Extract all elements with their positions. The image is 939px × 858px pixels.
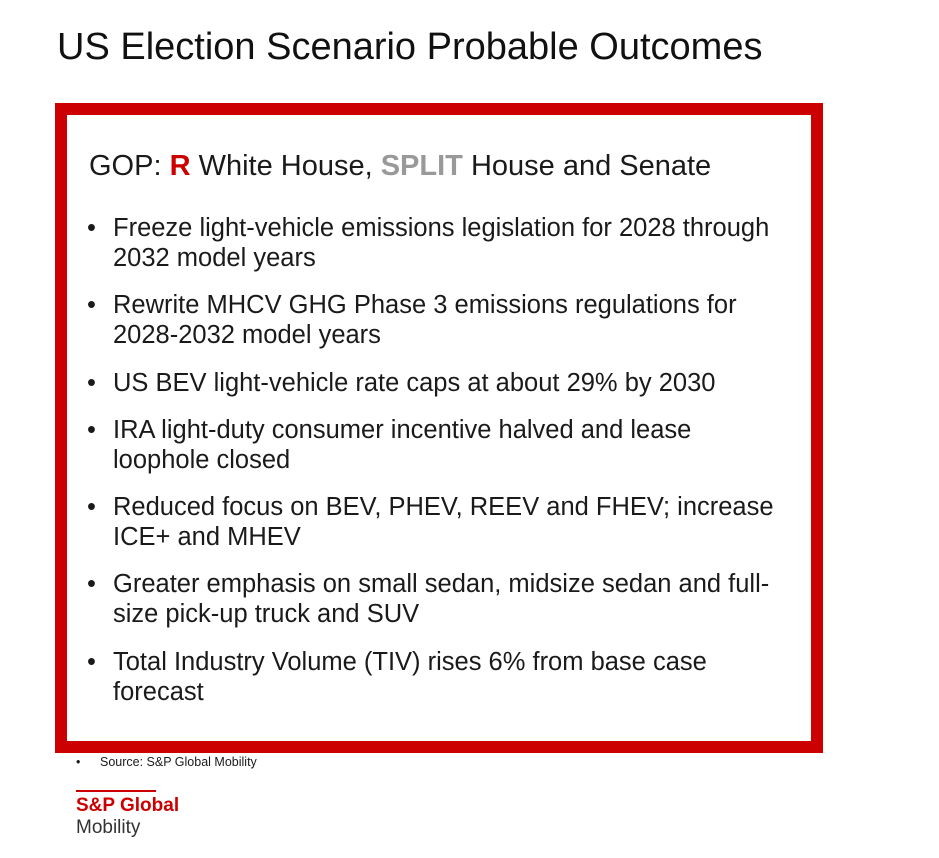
list-item-text: IRA light-duty consumer incentive halved and lease loophole closed	[113, 415, 692, 474]
list-item-text: Greater emphasis on small sedan, midsize sedan and full-size pick-up truck and SUV	[113, 570, 770, 629]
list-item	[87, 415, 787, 475]
bullet-marker: •	[87, 493, 96, 522]
list-item	[87, 290, 787, 350]
bullet-marker: •	[87, 368, 96, 397]
bullet-marker: •	[87, 647, 96, 676]
bullet-marker: •	[87, 291, 96, 320]
source-note	[76, 754, 257, 770]
bullet-marker: •	[76, 755, 81, 769]
heading-r: R	[169, 150, 191, 182]
list-item-text: Reduced focus on BEV, PHEV, REEV and FHEV; increase ICE+ and MHEV	[113, 493, 774, 552]
bullet-marker: •	[87, 214, 96, 242]
logo-rule	[76, 790, 156, 792]
logo-division: Mobility	[76, 817, 141, 838]
scenario-heading	[89, 148, 711, 184]
source-text: Source: S&P Global Mobility	[100, 755, 257, 769]
list-item-text: US BEV light-vehicle rate caps at about 29% by 2030	[113, 368, 716, 397]
heading-suffix: House and Senate	[462, 150, 712, 182]
logo-brand: S&P Global	[76, 795, 180, 816]
list-item-text: Total Industry Volume (TIV) rises 6% from base case forecast	[113, 647, 707, 706]
list-item	[87, 569, 787, 629]
list-item	[87, 368, 787, 398]
bullet-marker: •	[87, 415, 96, 444]
bullet-marker: •	[87, 570, 96, 599]
heading-prefix: GOP:	[89, 150, 170, 182]
heading-middle: White House,	[190, 150, 381, 182]
list-item	[87, 492, 787, 552]
list-item	[87, 647, 787, 707]
list-item	[87, 213, 787, 273]
scenario-box	[55, 103, 823, 753]
list-item-text: Rewrite MHCV GHG Phase 3 emissions regulations for 2028-2032 model years	[113, 291, 737, 350]
outcome-list	[87, 213, 787, 724]
company-logo	[76, 790, 179, 839]
page-title: US Election Scenario Probable Outcomes	[57, 26, 763, 68]
list-item-text: Freeze light-vehicle emissions legislation for 2028 through 2032 model years	[113, 214, 770, 272]
heading-split: SPLIT	[380, 150, 463, 182]
